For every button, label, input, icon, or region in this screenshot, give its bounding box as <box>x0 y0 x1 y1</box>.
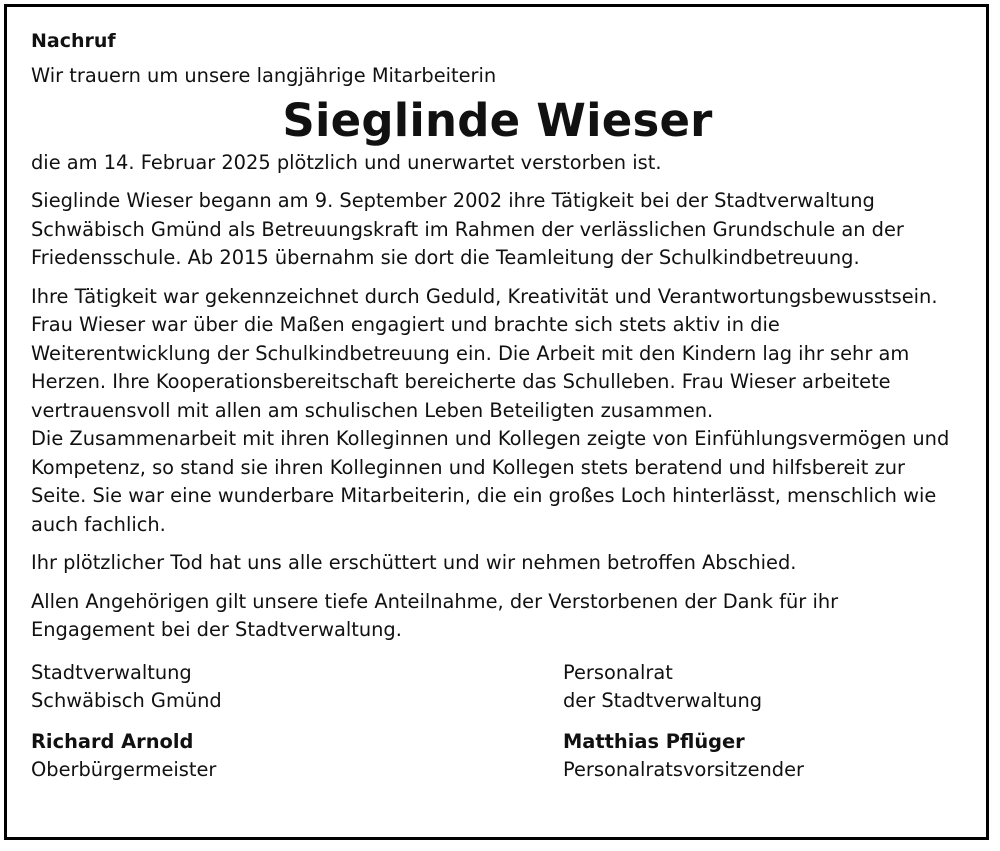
text-line: Herzen. Ihre Kooperationsbereitschaft bereicherte das Schulleben. Frau Wieser arbeitete <box>31 370 891 393</box>
org-line: Personalrat <box>563 660 673 684</box>
text-line: Ihr plötzlicher Tod hat uns alle erschüttert und wir nehmen betroffen Abschied. <box>31 551 797 574</box>
text-line: Engagement bei der Stadtverwaltung. <box>31 618 402 641</box>
text-line: vertrauensvoll mit allen am schulischen Leben Beteiligten zusammen. <box>31 398 714 422</box>
signature-block <box>31 659 964 785</box>
text-line: Ihre Tätigkeit war gekennzeichnet durch Geduld, Kreativität und Verantwortungsbewusstsein. <box>31 284 938 308</box>
text-line: Die Zusammenarbeit mit ihren Kolleginnen und Kollegen zeigte von Einfühlungsvermögen und <box>31 427 950 450</box>
signer-title: Oberbürgermeister <box>31 758 217 781</box>
text-line: auch fachlich. <box>31 512 166 536</box>
paragraph-career <box>31 187 964 273</box>
org-line: Schwäbisch Gmünd <box>31 689 222 712</box>
text-line: Kompetenz, so stand sie ihren Kolleginnen und Kollegen stets beratend und hilfsbereit zur <box>31 455 906 479</box>
notice-heading: Nachruf <box>31 30 116 52</box>
death-line: die am 14. Februar 2025 plötzlich und unerwartet verstorben ist. <box>31 150 662 174</box>
signature-left <box>31 659 563 785</box>
intro-line: Wir trauern um unsere langjährige Mitarbeiterin <box>31 64 497 87</box>
text-line: Friedensschule. Ab 2015 übernahm sie dort die Teamleitung der Schulkindbetreuung. <box>31 246 860 269</box>
text-line: Frau Wieser war über die Maßen engagiert und brachte sich stets aktiv in die <box>31 313 780 336</box>
paragraph-condolences <box>31 588 964 645</box>
text-line: Seite. Sie war eine wunderbare Mitarbeiterin, die ein großes Loch hinterlässt, menschlich wie <box>31 484 937 507</box>
text-line: Schwäbisch Gmünd als Betreuungskraft im Rahmen der verlässlichen Grundschule an der <box>31 217 904 241</box>
signer-name: Richard Arnold <box>31 729 194 753</box>
paragraph-farewell <box>31 549 964 578</box>
org-line: der Stadtverwaltung <box>563 689 763 712</box>
text-line: Sieglinde Wieser begann am 9. September 2002 ihre Tätigkeit bei der Stadtverwaltung <box>31 189 875 212</box>
text-line: Weiterentwicklung der Schulkindbetreuung ein. Die Arbeit mit den Kindern lag ihr sehr am <box>31 341 910 365</box>
org-line: Stadtverwaltung <box>31 660 192 684</box>
paragraph-tribute <box>31 283 964 540</box>
obituary-notice <box>4 4 989 840</box>
deceased-name: Sieglinde Wieser <box>282 93 713 147</box>
signer-title: Personalratsvorsitzender <box>563 758 805 781</box>
text-line: Allen Angehörigen gilt unsere tiefe Anteilnahme, der Verstorbenen der Dank für ihr <box>31 589 839 613</box>
signature-right <box>563 659 804 785</box>
signer-name: Matthias Pflüger <box>563 729 745 753</box>
